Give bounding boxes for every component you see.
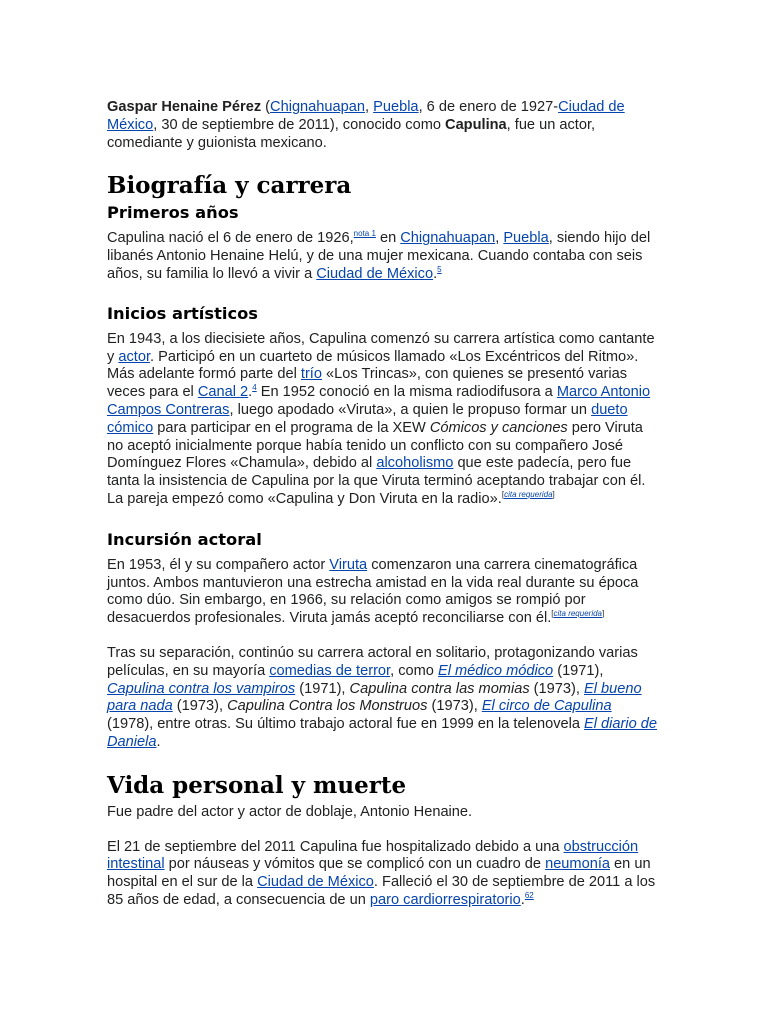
- film-title-capulina-contra-los-monstruos: Capulina Contra los Monstruos: [227, 698, 428, 715]
- acting-debut-paragraph-2: Tras su separación, continúo su carrera actoral en solitario, protagonizando varias películas, en su mayoría comedias de terror, como El médico módico (1971), Capulina contra los vampiros (1971), Capulina contra las momias (1973), El bueno para nada (1973), Capulina Contra los Monstruos (1973), El circo de Capulina (1978), entre otras. Su último trabajo actoral fue en 1999 en la telenovela El diario de Daniela.: [107, 644, 658, 750]
- marco-antonio-campos-link[interactable]: Marco Antonio Campos Contreras: [107, 384, 651, 418]
- subject-name: Gaspar Henaine Pérez: [107, 99, 262, 115]
- death-city-link[interactable]: Ciudad de México: [107, 99, 625, 133]
- dueto-link[interactable]: dueto: [591, 401, 628, 418]
- section-heading-biography: Biografía y carrera: [107, 172, 352, 200]
- subsection-heading-artistic-beginnings: Inicios artísticos: [107, 303, 258, 323]
- film-link-capulina-contra-los-vampiros[interactable]: Capulina contra los vampiros: [107, 680, 296, 697]
- program-title: Cómicos y canciones: [429, 419, 568, 436]
- cdmx-link[interactable]: Ciudad de México: [316, 265, 434, 282]
- state-link[interactable]: Puebla: [373, 99, 419, 115]
- nickname: Capulina: [445, 116, 507, 133]
- viruta-link[interactable]: Viruta: [329, 556, 368, 573]
- acting-debut-paragraph-1: En 1953, él y su compañero actor Viruta comenzaron una carrera cinematográfica juntos. Ambos mantuvieron una estrecha amistad en la vida real durante su época como dúo. Sin embargo, en 1966, su relación como amigos se rompió por desacuerdos profesionales. Viruta jamás aceptó reconciliarse con él.[cita requerida]: [107, 556, 639, 627]
- cdmx-link[interactable]: Ciudad de México: [257, 874, 374, 891]
- subsection-heading-early-years: Primeros años: [107, 203, 239, 223]
- intro-paragraph: Gaspar Henaine Pérez (Chignahuapan, Puebla, 6 de enero de 1927-Ciudad de México, 30 de septiembre de 2011), conocido como Capulina, fue un actor, comediante y guionista mexicano.: [107, 99, 625, 151]
- ref-62-link[interactable]: 62: [524, 890, 534, 900]
- film-link-el-circo-de-capulina[interactable]: El circo de Capulina: [481, 698, 612, 715]
- obstruccion-intestinal-link[interactable]: obstrucción intestinal: [107, 838, 639, 873]
- film-title-capulina-contra-las-momias: Capulina contra las momias: [349, 680, 530, 697]
- artistic-beginnings-paragraph: En 1943, a los diecisiete años, Capulina comenzó su carrera artística como cantante y actor. Participó en un cuarteto de músicos llamado «Los Excéntricos del Ritmo». Más adelante formó parte del trío «Los Trincas», con quienes se presentó varias veces para el Canal 2.$^4$ En 1952 conoció en la misma radiodifusora a Marco Antonio Campos Contreras, luego apodado «Viruta», a quien le propuso formar un dueto cómico para participar en el programa de la XEW Cómicos y canciones pero Viruta no aceptó inicialmente porque había tenido un conflicto con su compañero José Domínguez Flores «Chamula», debido al alcoholismo que este padecía, pero fue tanta la insistencia de Capulina por la que Viruta terminó aceptando trabajar con él. La pareja empezó como «Capulina y Don Viruta en la radio».[cita requerida]: [107, 330, 655, 507]
- citation-needed-link[interactable]: cita requerida: [553, 609, 602, 619]
- subsection-heading-acting-debut: Incursión actoral: [107, 529, 262, 549]
- telenovela-link-el-diario-de-daniela[interactable]: El diario de Daniela: [107, 716, 658, 750]
- personal-life-paragraph-1: Fue padre del actor y actor de doblaje, Antonio Henaine.: [107, 803, 473, 820]
- actor-link[interactable]: actor: [118, 348, 150, 365]
- paro-cardiorrespiratorio-link[interactable]: paro cardiorrespiratorio: [369, 891, 521, 908]
- section-heading-personal-life: Vida personal y muerte: [107, 771, 407, 799]
- personal-life-paragraph-2: El 21 de septiembre del 2011 Capulina fue hospitalizado debido a una obstrucción intestinal por náuseas y vómitos que se complicó con un cuadro de neumonía en un hospital en el sur de la Ciudad de México. Falleció el 30 de septiembre de 2011 a los 85 años de edad, a consecuencia de un paro cardiorrespiratorio.$^{62}$: [107, 838, 656, 908]
- trio-link[interactable]: trío: [300, 366, 322, 383]
- film-link-el-bueno-para-nada[interactable]: El bueno para nada: [107, 680, 642, 715]
- ref-4-link[interactable]: 4: [252, 383, 257, 393]
- alcoholismo-link[interactable]: alcoholismo: [376, 455, 454, 472]
- film-link-el-medico-modico[interactable]: El médico módico: [437, 662, 554, 679]
- puebla-link[interactable]: Puebla: [503, 230, 549, 247]
- citation-needed-link[interactable]: cita requerida: [504, 489, 553, 499]
- chignahuapan-link[interactable]: Chignahuapan: [400, 230, 496, 247]
- canal-2-link[interactable]: Canal 2: [197, 384, 249, 401]
- birthplace-link[interactable]: Chignahuapan: [270, 99, 365, 115]
- comedias-de-terror-link[interactable]: comedias de terror: [269, 662, 391, 679]
- early-years-paragraph: Capulina nació el 6 de enero de 1926,$^{nota 1}$ en Chignahuapan, Puebla, siendo hijo del libanés Antonio Henaine Helú, y de una mujer mexicana. Cuando contaba con seis años, su familia lo llevó a vivir a Ciudad de México.$^5$: [107, 229, 651, 282]
- neumonia-link[interactable]: neumonía: [545, 856, 610, 873]
- article-content: [107, 99, 660, 910]
- note-1-link[interactable]: nota 1: [353, 229, 376, 239]
- ref-5-link[interactable]: 5: [437, 264, 442, 274]
- comico-link[interactable]: cómico: [107, 419, 154, 436]
